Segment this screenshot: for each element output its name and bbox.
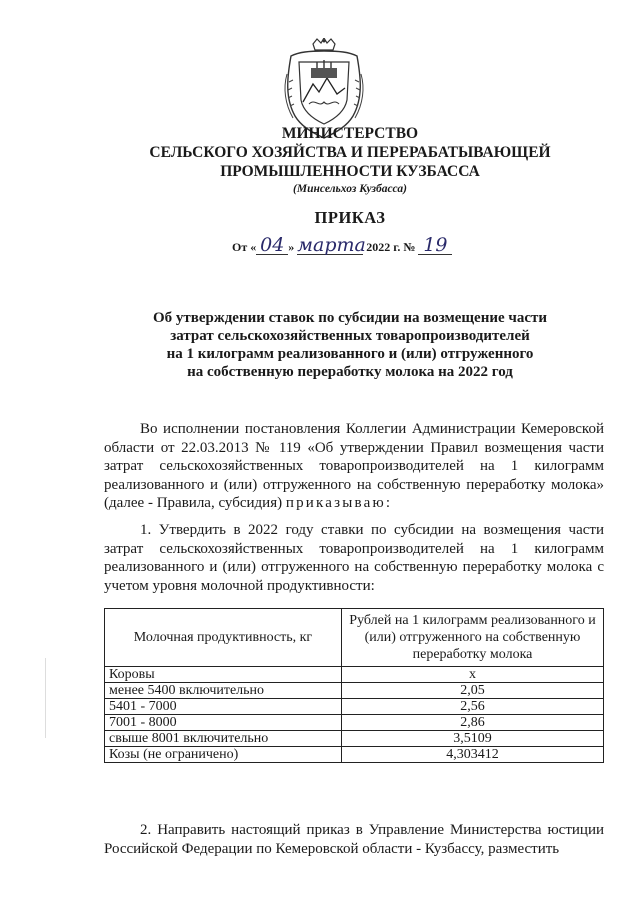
preamble-order-word: приказываю: bbox=[285, 495, 393, 511]
order-title: ПРИКАЗ bbox=[314, 208, 386, 227]
ministry-line-2: СЕЛЬСКОГО ХОЗЯЙСТВА И ПЕРЕРАБАТЫВАЮЩЕЙ bbox=[149, 144, 551, 161]
table-row bbox=[105, 731, 604, 747]
order-date-line: От « 04 » марта 2022 г. № 19 bbox=[232, 236, 452, 255]
ministry-line-3: ПРОМЫШЛЕННОСТИ КУЗБАССА bbox=[220, 163, 480, 180]
number-label: № bbox=[403, 240, 416, 254]
table-header-row bbox=[105, 609, 604, 667]
subject-line-1: Об утверждении ставок по субсидии на возмещение части bbox=[152, 310, 548, 326]
row-value: х bbox=[342, 667, 604, 683]
subject-line-3: на 1 килограмм реализованного и (или) отгруженного bbox=[166, 346, 534, 362]
subject-line-2: затрат сельскохозяйственных товаропроизводителей bbox=[170, 328, 530, 344]
row-value: 2,56 bbox=[342, 699, 604, 715]
item-1-paragraph: 1. Утвердить в 2022 году ставки по субсидии на возмещения части затрат сельскохозяйственных товаропроизводителей на 1 килограмм реализованного и (или) отгруженного на собственную переработку молока с учетом уровня молочной продуктивности: bbox=[104, 522, 604, 594]
scan-margin-mark bbox=[45, 658, 46, 738]
table-row bbox=[105, 667, 604, 683]
col-header-rate: Рублей на 1 килограмм реализованного и (или) отгруженного на собственную переработку молока bbox=[342, 609, 604, 667]
row-value: 2,86 bbox=[342, 715, 604, 731]
row-value: 2,05 bbox=[342, 683, 604, 699]
row-label: Коровы bbox=[105, 667, 342, 683]
subsidy-rates-table bbox=[104, 608, 604, 763]
row-label: свыше 8001 включительно bbox=[105, 731, 342, 747]
ministry-short-name: (Минсельхоз Кузбасса) bbox=[293, 183, 407, 195]
table-row bbox=[105, 715, 604, 731]
col-header-productivity: Молочная продуктивность, кг bbox=[105, 609, 342, 667]
row-label: менее 5400 включительно bbox=[105, 683, 342, 699]
row-label: 5401 - 7000 bbox=[105, 699, 342, 715]
date-month: марта bbox=[297, 234, 366, 256]
date-year: 2022 г. bbox=[366, 240, 401, 254]
date-day: 04 bbox=[256, 236, 288, 255]
ministry-line-1: МИНИСТЕРСТВО bbox=[281, 125, 419, 142]
row-label: 7001 - 8000 bbox=[105, 715, 342, 731]
order-number: 19 bbox=[418, 236, 452, 255]
preamble-paragraph bbox=[104, 420, 604, 513]
row-value: 4,303412 bbox=[342, 747, 604, 763]
table-row bbox=[105, 747, 604, 763]
row-value: 3,5109 bbox=[342, 731, 604, 747]
table-row bbox=[105, 683, 604, 699]
subject-line-4: на собственную переработку молока на 2022 год bbox=[187, 364, 513, 380]
item-2-paragraph: 2. Направить настоящий приказ в Управление Министерства юстиции Российской Федерации по Кемеровской области - Кузбассу, разместить bbox=[104, 822, 604, 857]
order-subject bbox=[0, 309, 640, 381]
preamble-text: Во исполнении постановления Коллегии Администрации Кемеровской области от 22.03.2013 № 119 «Об утверждении Правил возмещения части затрат сельскохозяйственных товаропроизводителей на 1 килограмм реализованного и (или) отгруженного на собственную переработку молока» (далее - Правила, субсидия) bbox=[104, 421, 604, 511]
row-label: Козы (не ограничено) bbox=[105, 747, 342, 763]
table-row bbox=[105, 699, 604, 715]
date-prefix: От « bbox=[232, 240, 257, 254]
